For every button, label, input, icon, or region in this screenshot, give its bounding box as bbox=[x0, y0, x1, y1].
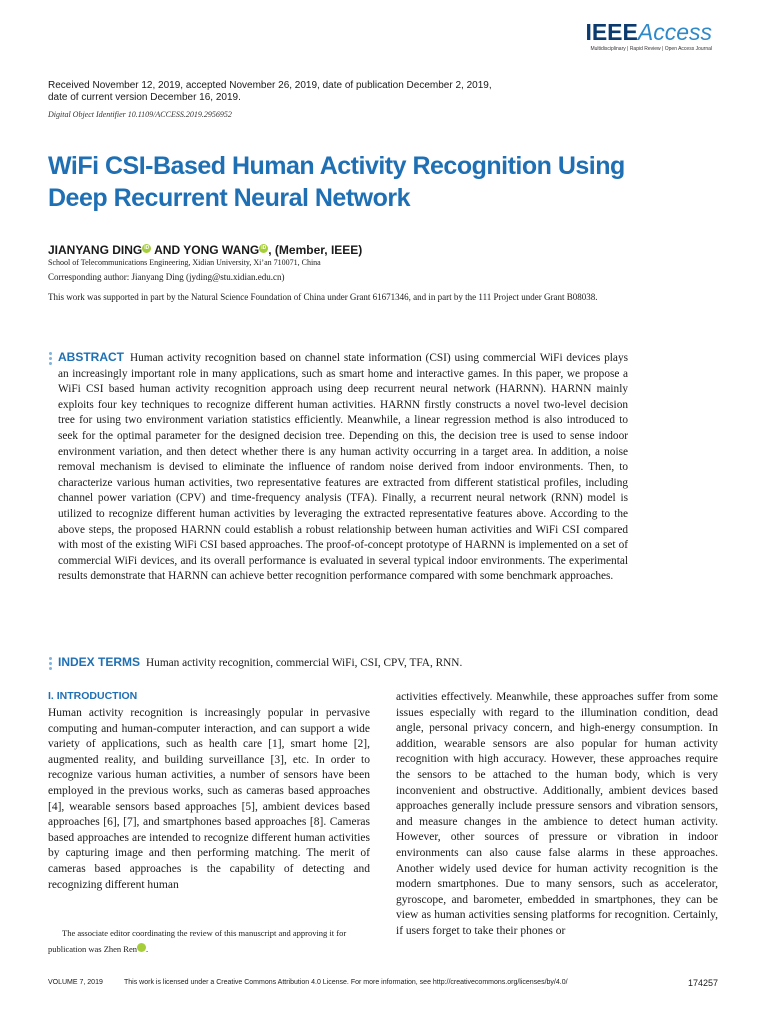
dates-line-1: Received November 12, 2019, accepted November 26, 2019, date of publication December 2, 2019, bbox=[48, 80, 492, 91]
journal-logo bbox=[585, 20, 712, 52]
abstract-label: ABSTRACT bbox=[58, 350, 124, 364]
index-terms bbox=[58, 655, 658, 669]
author-2-role: , (Member, IEEE) bbox=[268, 243, 363, 257]
intro-column-1: Human activity recognition is increasingly popular in pervasive computing and human-computer interaction, and can support a wide variety of applications, such as health care [1], smart home [2], augmented reality, and building surveillance [3], etc. In order to recognize various human activities, a number of sensors have been employed in the previous works, such as cameras based approaches [4], wearable sensors based approaches [5], ambient devices based approaches [6], [7], and smartphones based approaches [8]. Cameras based approaches are intended to recognize different human activities by capturing image and then performing matching. The merit of cameras based approaches is the capability of detecting and recognizing different human bbox=[48, 707, 370, 891]
footnote-text: The associate editor coordinating the review of this manuscript and approving it for publication was Zhen Ren bbox=[48, 928, 347, 954]
footer-volume: VOLUME 7, 2019 bbox=[48, 979, 103, 986]
abstract-marker-icon bbox=[48, 352, 54, 367]
orcid-icon[interactable]: iD bbox=[137, 943, 146, 952]
logo-tagline: Multidisciplinary | Rapid Review | Open Access Journal bbox=[590, 46, 712, 52]
page-footer bbox=[48, 979, 718, 986]
author-line bbox=[48, 243, 362, 257]
paper-title: WiFi CSI-Based Human Activity Recognition Using Deep Recurrent Neural Network bbox=[48, 152, 625, 212]
index-terms-marker-icon bbox=[48, 657, 54, 672]
author-2: AND YONG WANG bbox=[151, 243, 260, 257]
editor-footnote: The associate editor coordinating the review of this manuscript and approving it for publication was Zhen Ren iD. bbox=[48, 928, 347, 954]
index-terms-label: INDEX TERMS bbox=[58, 655, 141, 669]
abstract bbox=[58, 350, 628, 585]
funding-note: This work was supported in part by the Natural Science Foundation of China under Grant 61671346, and in part by the 111 Project under Grant B08038. bbox=[48, 292, 598, 302]
publication-dates bbox=[48, 80, 608, 104]
dates-line-2: date of current version December 16, 2019. bbox=[48, 92, 241, 103]
doi: Digital Object Identifier 10.1109/ACCESS.2019.2956952 bbox=[48, 110, 232, 119]
intro-column-2: activities effectively. Meanwhile, these approaches suffer from some issues especially with regard to the illumination condition, dead angle, personal privacy concern, and high-energy consumption. In addition, wearable sensors are also popular for human activity recognition with high accuracy. However, these approaches require the sensors to be attached to the human body, which is very inconvenient and obstructive. Additionally, ambient devices based approaches generally include pressure sensors and vibration sensors, and measure changes in the ambience to detect human activity. However, other sources of pressure or vibration in indoor environments can also cause false alarms in these approaches. Another widely used device for human activity recognition is the modern smartphones. Due to many sensors, such as accelerator, gyroscope, and barometer, embedded in smartphones, they can be view as human activities sensing platforms for recognition. Certainly, if users forget to take their phones or bbox=[396, 691, 718, 937]
author-1: JIANYANG DING bbox=[48, 243, 143, 257]
section-heading-introduction: I. INTRODUCTION bbox=[48, 690, 138, 702]
logo-access: Access bbox=[637, 19, 712, 45]
logo-ieee: IEEE bbox=[585, 19, 638, 45]
orcid-icon[interactable]: iD bbox=[144, 245, 150, 251]
footer-license[interactable]: This work is licensed under a Creative Commons Attribution 4.0 License. For more information, see http://creativecommons.org/licenses/by/4.0/ bbox=[124, 979, 568, 986]
corresponding-author: Corresponding author: Jianyang Ding (jyding@stu.xidian.edu.cn) bbox=[48, 272, 285, 282]
orcid-icon[interactable]: iD bbox=[261, 245, 267, 251]
page-number: 174257 bbox=[687, 978, 718, 988]
abstract-text: Human activity recognition based on channel state information (CSI) using commercial WiFi devices plays an increasingly important role in many applications, such as smart home and interactive games. In this paper, we propose a WiFi CSI based human activity recognition approach using deep recurrent neural network (HARNN). HARNN mainly exploits four key techniques to recognize different human activities. HARNN firstly constructs a novel two-level decision tree for using two environment variation statistics efficiently. Meanwhile, a linear regression method is also introduced to seek for the optimal parameter for the designed decision tree. Depending on this, the decision tree is used to sense indoor environment variation, and then detect whether there is any human activity occurring in a target area. In addition, a noise removal mechanism is devised to eliminate the influence of random noise derived from indoor environments. Then, to characterize various human activities, two representative features are extracted from different statistical profiles, including channel power variation (CPV) and time-frequency analysis (TFA). Finally, a recurrent neural network (RNN) model is utilized to recognize different human activities by leveraging the extracted representative features above. According to the above steps, the proposed HARNN could establish a robust relationship between human activities and WiFi CSI compared with most of the existing WiFi CSI based approaches. The proof-of-concept prototype of HARNN is implemented on a set of commercial WiFi devices, and its overall performance is evaluated in several typical indoor environments. The experimental results demonstrate that HARNN can achieve better recognition performance compared with some benchmark approaches. bbox=[58, 352, 628, 583]
index-terms-text: Human activity recognition, commercial WiFi, CSI, CPV, TFA, RNN. bbox=[146, 657, 463, 669]
affiliation: School of Telecommunications Engineering, Xidian University, Xi’an 710071, China bbox=[48, 258, 321, 267]
